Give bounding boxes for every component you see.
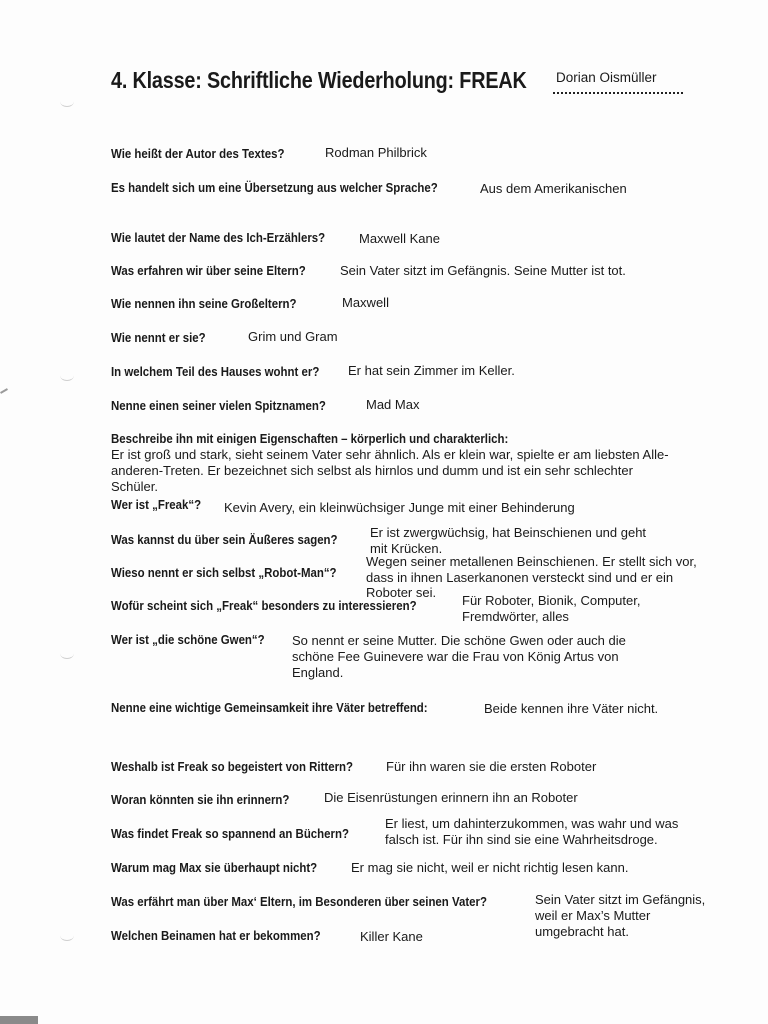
answer-max-parents-line-3: umgebracht hat. [535, 924, 629, 939]
question-he-calls-them: Wie nennt er sie? [111, 330, 206, 345]
scan-corner-shadow [0, 1016, 38, 1024]
name-dotted-line [553, 86, 683, 94]
punch-hole-mark [60, 370, 74, 381]
question-appearance: Was kannst du über sein Äußeres sagen? [111, 532, 338, 547]
answer-gwen-line-2: schöne Fee Guinevere war die Frau von König Artus von [292, 649, 619, 664]
punch-hole-mark [60, 648, 74, 659]
answer-grandparents: Maxwell [342, 295, 389, 310]
punch-hole-mark [60, 96, 74, 107]
answer-dislike: Er mag sie nicht, weil er nicht richtig lesen kann. [351, 860, 629, 875]
punch-hole-mark [60, 930, 74, 941]
answer-language: Aus dem Amerikanischen [480, 181, 627, 196]
answer-author: Rodman Philbrick [325, 145, 427, 160]
student-name: Dorian Oismüller [556, 70, 657, 85]
answer-max-parents-line-1: Sein Vater sitzt im Gefängnis, [535, 892, 706, 907]
answer-describe-line-1: Er ist groß und stark, sieht seinem Vater sehr ähnlich. Als er klein war, spielte er am liebsten Alle- [111, 447, 669, 462]
answer-he-calls-them: Grim und Gram [248, 329, 338, 344]
question-grandparents: Wie nennen ihn seine Großeltern? [111, 296, 297, 311]
answer-remind: Die Eisenrüstungen erinnern ihn an Roboter [324, 790, 578, 805]
answer-house: Er hat sein Zimmer im Keller. [348, 363, 515, 378]
scan-edge-mark [0, 388, 8, 394]
question-books: Was findet Freak so spannend an Büchern? [111, 826, 349, 841]
answer-parents: Sein Vater sitzt im Gefängnis. Seine Mutter ist tot. [340, 263, 626, 278]
answer-books-line-2: falsch ist. Für ihn sind sie eine Wahrheitsdroge. [385, 832, 658, 847]
question-dislike: Warum mag Max sie überhaupt nicht? [111, 860, 318, 875]
answer-appearance-line-1: Er ist zwergwüchsig, hat Beinschienen und geht [370, 525, 647, 540]
question-author: Wie heißt der Autor des Textes? [111, 146, 285, 161]
answer-interests-line-2: Fremdwörter, alles [462, 609, 569, 624]
answer-gwen-line-1: So nennt er seine Mutter. Die schöne Gwen oder auch die [292, 633, 626, 648]
answer-freak: Kevin Avery, ein kleinwüchsiger Junge mit einer Behinderung [224, 500, 575, 515]
answer-knights: Für ihn waren sie die ersten Roboter [386, 759, 597, 774]
question-freak: Wer ist „Freak“? [111, 497, 202, 512]
answer-describe-line-3: Schüler. [111, 479, 158, 494]
question-epithet: Welchen Beinamen hat er bekommen? [111, 928, 321, 943]
question-house: In welchem Teil des Hauses wohnt er? [111, 364, 320, 379]
page-title: 4. Klasse: Schriftliche Wiederholung: FREAK [111, 67, 527, 93]
answer-robot-man-line-3: Roboter sei. [366, 585, 437, 600]
answer-describe-line-2: anderen-Treten. Er bezeichnet sich selbst als hirnlos und dumm und ist ein sehr schlechter [111, 463, 633, 478]
answer-nickname: Mad Max [366, 397, 420, 412]
answer-robot-man-line-2: dass in ihnen Laserkanonen versteckt sind und er ein [366, 570, 674, 585]
question-remind: Woran könnten sie ihn erinnern? [111, 792, 290, 807]
question-parents: Was erfahren wir über seine Eltern? [111, 263, 306, 278]
answer-epithet: Killer Kane [360, 929, 423, 944]
answer-robot-man-line-1: Wegen seiner metallenen Beinschienen. Er stellt sich vor, [366, 554, 697, 569]
question-robot-man: Wieso nennt er sich selbst „Robot-Man“? [111, 565, 337, 580]
answer-max-parents-line-2: weil er Max’s Mutter [535, 908, 651, 923]
question-max-parents: Was erfährt man über Max‘ Eltern, im Besonderen über seinen Vater? [111, 894, 487, 909]
question-nickname: Nenne einen seiner vielen Spitznamen? [111, 398, 326, 413]
question-knights: Weshalb ist Freak so begeistert von Rittern? [111, 759, 353, 774]
answer-appearance-line-2: mit Krücken. [370, 541, 443, 556]
answer-books-line-1: Er liest, um dahinterzukommen, was wahr und was [385, 816, 679, 831]
answer-fathers: Beide kennen ihre Väter nicht. [484, 701, 659, 716]
question-narrator: Wie lautet der Name des Ich-Erzählers? [111, 230, 326, 245]
answer-narrator: Maxwell Kane [359, 231, 440, 246]
answer-gwen-line-3: England. [292, 665, 344, 680]
question-interests: Wofür scheint sich „Freak“ besonders zu interessieren? [111, 598, 417, 613]
question-describe: Beschreibe ihn mit einigen Eigenschaften – körperlich und charakterlich: [111, 431, 509, 446]
question-fathers: Nenne eine wichtige Gemeinsamkeit ihre Väter betreffend: [111, 700, 428, 715]
question-gwen: Wer ist „die schöne Gwen“? [111, 632, 265, 647]
answer-interests-line-1: Für Roboter, Bionik, Computer, [462, 593, 641, 608]
question-language: Es handelt sich um eine Übersetzung aus welcher Sprache? [111, 180, 438, 195]
